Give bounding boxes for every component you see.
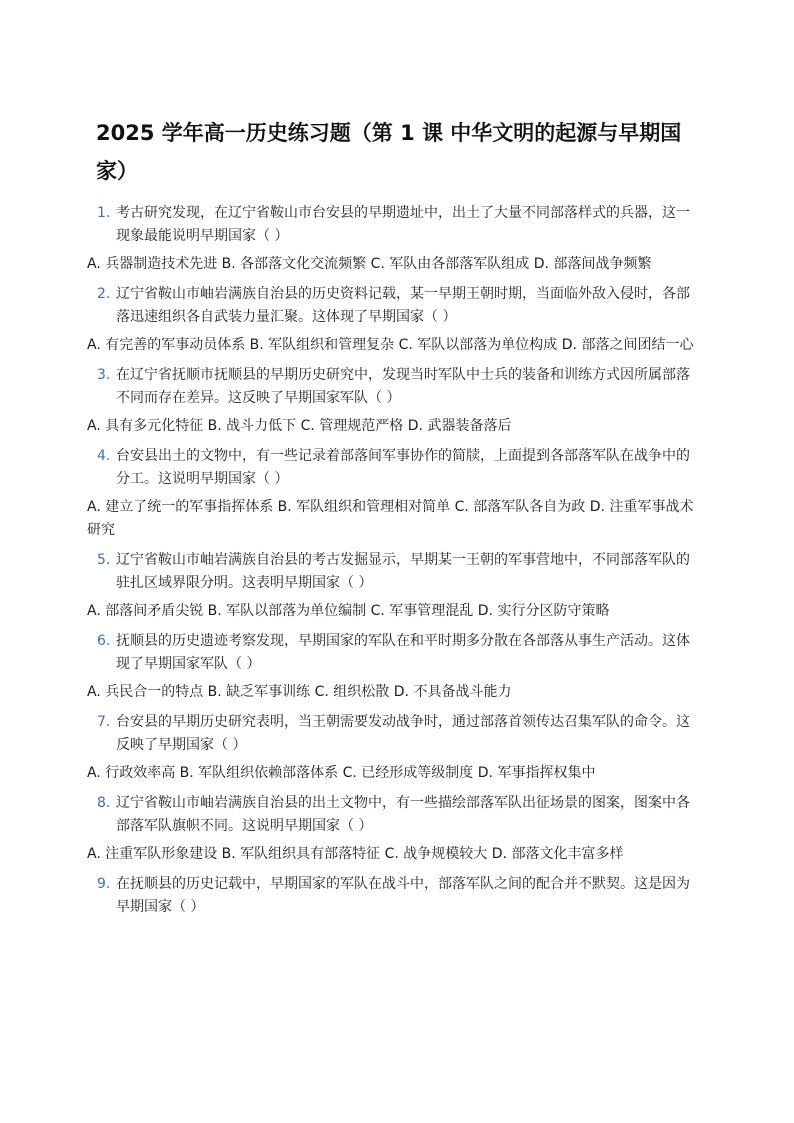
question-text: 台安县的早期历史研究表明，当王朝需要发动战争时，通过部落首领传达召集军队的命令。这反映了早期国家（ ） — [116, 714, 690, 753]
answer-options: A. 部落间矛盾尖锐 B. 军队以部落为单位编制 C. 军事管理混乱 D. 实行分区防守策略 — [87, 603, 610, 619]
question-stem — [96, 364, 698, 410]
answer-options: A. 兵器制造技术先进 B. 各部落文化交流频繁 C. 军队由各部落军队组成 D. 部落间战争频繁 — [87, 256, 652, 272]
question-stem — [96, 202, 698, 248]
question-number: 9. — [97, 876, 111, 892]
question-text: 辽宁省鞍山市岫岩满族自治县的出土文物中，有一些描绘部落军队出征场景的图案，图案中各部落军队旗帜不同。这说明早期国家（ ） — [116, 795, 690, 834]
question-number: 8. — [97, 795, 111, 811]
question-number: 5. — [97, 552, 111, 568]
question-number: 7. — [97, 714, 111, 730]
question-7 — [87, 711, 698, 785]
question-4 — [87, 445, 698, 542]
question-text: 在辽宁省抚顺市抚顺县的早期历史研究中，发现当时军队中士兵的装备和训练方式因所属部落不同而存在差异。这反映了早期国家军队（ ） — [116, 367, 690, 406]
question-stem — [96, 792, 698, 838]
answer-options: A. 行政效率高 B. 军队组织依赖部落体系 C. 已经形成等级制度 D. 军事指挥权集中 — [87, 765, 596, 781]
question-text: 台安县出土的文物中，有一些记录着部落间军事协作的简牍，上面提到各部落军队在战争中的分工。这说明早期国家（ ） — [116, 448, 690, 487]
question-stem — [96, 630, 698, 676]
question-text: 在抚顺县的历史记载中，早期国家的军队在战斗中，部落军队之间的配合并不默契。这是因为早期国家（ ） — [116, 876, 690, 915]
question-text: 考古研究发现，在辽宁省鞍山市台安县的早期遗址中，出土了大量不同部落样式的兵器，这一现象最能说明早期国家（ ） — [116, 205, 690, 244]
question-3 — [87, 364, 698, 438]
question-1 — [87, 202, 698, 276]
question-2 — [87, 283, 698, 357]
question-6 — [87, 630, 698, 704]
question-stem — [96, 283, 698, 329]
answer-options: A. 有完善的军事动员体系 B. 军队组织和管理复杂 C. 军队以部落为单位构成 D. 部落之间团结一心 — [87, 337, 694, 353]
page-title: 2025 学年高一历史练习题（第 1 课 中华文明的起源与早期国家） — [96, 121, 682, 183]
worksheet-page — [87, 114, 698, 924]
question-9 — [96, 873, 698, 919]
answer-options: A. 建立了统一的军事指挥体系 B. 军队组织和管理相对简单 C. 部落军队各自为政 D. 注重军事战术研究 — [87, 499, 694, 538]
answer-options: A. 注重军队形象建设 B. 军队组织具有部落特征 C. 战争规模较大 D. 部落文化丰富多样 — [87, 846, 624, 862]
answer-options: A. 兵民合一的特点 B. 缺乏军事训练 C. 组织松散 D. 不具备战斗能力 — [87, 684, 512, 700]
question-stem — [96, 445, 698, 491]
question-number: 4. — [97, 448, 111, 464]
question-number: 2. — [97, 286, 111, 302]
answer-options: A. 具有多元化特征 B. 战斗力低下 C. 管理规范严格 D. 武器装备落后 — [87, 418, 512, 434]
question-number: 1. — [97, 205, 111, 221]
question-number: 6. — [97, 633, 111, 649]
question-8 — [87, 792, 698, 866]
question-number: 3. — [97, 367, 111, 383]
question-5 — [87, 549, 698, 623]
question-text: 抚顺县的历史遗迹考察发现，早期国家的军队在和平时期多分散在各部落从事生产活动。这体现了早期国家军队（ ） — [116, 633, 690, 672]
question-stem — [96, 711, 698, 757]
question-stem — [96, 549, 698, 595]
question-text: 辽宁省鞍山市岫岩满族自治县的考古发掘显示，早期某一王朝的军事营地中，不同部落军队的驻扎区域界限分明。这表明早期国家（ ） — [116, 552, 690, 591]
question-text: 辽宁省鞍山市岫岩满族自治县的历史资料记载，某一早期王朝时期，当面临外敌入侵时，各部落迅速组织各自武装力量汇聚。这体现了早期国家（ ） — [116, 286, 690, 325]
question-stem — [96, 873, 698, 919]
